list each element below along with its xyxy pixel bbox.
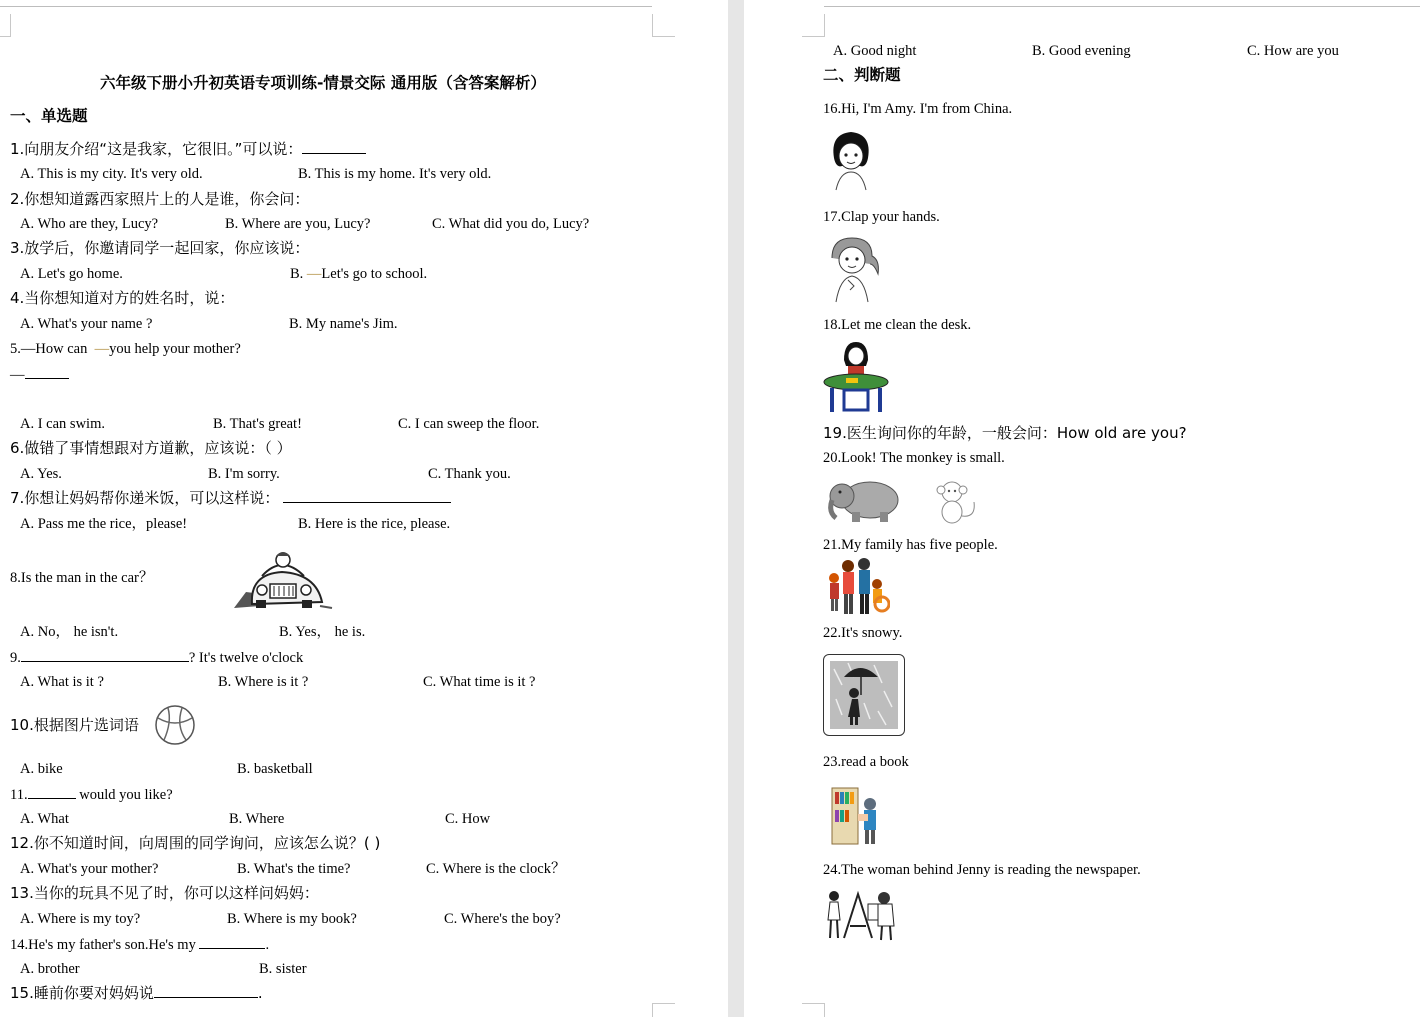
judge-question-22: 22.It's snowy.	[823, 625, 903, 641]
question-4: 4.当你想知道对方的姓名时，说：	[10, 289, 235, 307]
section-heading-true-false: 二、判断题	[823, 66, 901, 84]
option-13b[interactable]: B. Where is my book?	[227, 911, 357, 927]
judge-question-19: 19.医生询问你的年龄，一般会问：How old are you?	[823, 424, 1187, 442]
option-5a[interactable]: A. I can swim.	[20, 416, 105, 432]
option-1a[interactable]: A. This is my city. It's very old.	[20, 166, 203, 182]
elephant-illustration	[826, 476, 902, 524]
option-7a[interactable]: A. Pass me the rice，please!	[20, 516, 188, 532]
option-8a[interactable]: A. No， he isn't.	[20, 624, 119, 640]
margin-corner-mark	[802, 14, 825, 37]
margin-corner-mark	[652, 1003, 675, 1017]
option-2c[interactable]: C. What did you do, Lucy?	[432, 216, 590, 232]
accent-dash: —	[306, 266, 322, 282]
option-9c[interactable]: C. What time is it ?	[423, 674, 536, 690]
question-6: 6.做错了事情想跟对方道歉，应该说：（ ）	[10, 439, 292, 457]
header-rule	[0, 6, 652, 7]
girl-cleaning-desk-illustration	[822, 340, 890, 416]
option-12a[interactable]: A. What's your mother?	[20, 861, 159, 877]
option-5c[interactable]: C. I can sweep the floor.	[398, 416, 540, 432]
girl-with-umbrella-illustration	[824, 655, 904, 735]
judge-question-24: 24.The woman behind Jenny is reading the newspaper.	[823, 862, 1141, 878]
judge-question-21: 21.My family has five people.	[823, 537, 998, 553]
option-14a[interactable]: A. brother	[20, 961, 80, 977]
judge-question-16: 16.Hi, I'm Amy. I'm from China.	[823, 101, 1013, 117]
option-5b[interactable]: B. That's great!	[213, 416, 302, 432]
margin-corner-mark	[802, 1003, 825, 1017]
question-12: 12.你不知道时间，向周围的同学询问，应该怎么说？( )	[10, 834, 381, 852]
option-7b[interactable]: B. Here is the rice, please.	[298, 516, 451, 532]
woman-reading-newspaper-illustration	[824, 886, 900, 942]
question-14: 14.He's my father's son.He's my .	[10, 937, 270, 953]
page-title: 六年级下册小升初英语专项训练-情景交际 通用版（含答案解析）	[100, 74, 546, 92]
ball-illustration	[154, 704, 196, 746]
option-6c[interactable]: C. Thank you.	[428, 466, 511, 482]
option-9a[interactable]: A. What is it ?	[20, 674, 104, 690]
snowy-scene-frame	[823, 654, 905, 736]
option-10a[interactable]: A. bike	[20, 761, 63, 777]
option-15b[interactable]: B. Good evening	[1032, 43, 1131, 59]
option-3b[interactable]: B. —Let's go to school.	[290, 266, 428, 282]
question-5: 5.—How can —you help your mother?	[10, 341, 241, 357]
question-2: 2.你想知道露西家照片上的人是谁，你会问：	[10, 190, 310, 208]
question-8: 8.Is the man in the car？	[10, 570, 154, 586]
option-12b[interactable]: B. What's the time?	[237, 861, 351, 877]
margin-corner-mark	[652, 14, 675, 37]
judge-question-17: 17.Clap your hands.	[823, 209, 940, 225]
option-11a[interactable]: A. What	[20, 811, 69, 827]
option-10b[interactable]: B. basketball	[237, 761, 313, 777]
car-driver-illustration	[232, 544, 334, 610]
question-9: 9. ? It's twelve o'clock	[10, 650, 304, 666]
option-9b[interactable]: B. Where is it ?	[218, 674, 309, 690]
question-15: 15.睡前你要对妈妈说 .	[10, 984, 263, 1002]
section-heading-single-choice: 一、单选题	[10, 107, 88, 125]
question-5-answer-line: —	[10, 365, 69, 384]
header-rule	[824, 6, 1420, 7]
option-8b[interactable]: B. Yes， he is.	[279, 624, 366, 640]
option-2b[interactable]: B. Where are you, Lucy?	[225, 216, 371, 232]
option-15a[interactable]: A. Good night	[833, 43, 917, 59]
question-10: 10.根据图片选词语	[10, 716, 139, 734]
option-1b[interactable]: B. This is my home. It's very old.	[298, 166, 492, 182]
margin-corner-mark	[0, 14, 11, 37]
option-12c[interactable]: C. Where is the clock？	[426, 861, 566, 877]
family-illustration	[822, 556, 890, 618]
judge-question-23: 23.read a book	[823, 754, 909, 770]
option-15c[interactable]: C. How are you	[1247, 43, 1339, 59]
judge-question-18: 18.Let me clean the desk.	[823, 317, 972, 333]
judge-question-20: 20.Look! The monkey is small.	[823, 450, 1005, 466]
monkey-illustration	[928, 478, 984, 526]
girl-clapping-illustration	[822, 234, 886, 304]
accent-dash: —	[94, 341, 110, 357]
option-4b[interactable]: B. My name's Jim.	[289, 316, 398, 332]
option-13c[interactable]: C. Where's the boy?	[444, 911, 561, 927]
option-11b[interactable]: B. Where	[229, 811, 285, 827]
question-13: 13.当你的玩具不见了时，你可以这样问妈妈：	[10, 884, 319, 902]
option-4a[interactable]: A. What's your name ?	[20, 316, 153, 332]
option-11c[interactable]: C. How	[445, 811, 491, 827]
document-page-right	[744, 0, 1420, 1017]
question-1: 1.向朋友介绍“这是我家，它很旧。”可以说：	[10, 140, 366, 158]
girl-amy-illustration	[826, 128, 876, 192]
option-13a[interactable]: A. Where is my toy?	[20, 911, 141, 927]
question-7: 7.你想让妈妈帮你递米饭，可以这样说：	[10, 489, 451, 507]
reading-library-illustration	[828, 782, 886, 848]
question-11: 11. would you like?	[10, 787, 173, 803]
option-3a[interactable]: A. Let's go home.	[20, 266, 123, 282]
option-14b[interactable]: B. sister	[259, 961, 307, 977]
question-3: 3.放学后，你邀请同学一起回家，你应该说：	[10, 239, 310, 257]
option-6b[interactable]: B. I'm sorry.	[208, 466, 280, 482]
option-2a[interactable]: A. Who are they, Lucy?	[20, 216, 159, 232]
option-6a[interactable]: A. Yes.	[20, 466, 62, 482]
